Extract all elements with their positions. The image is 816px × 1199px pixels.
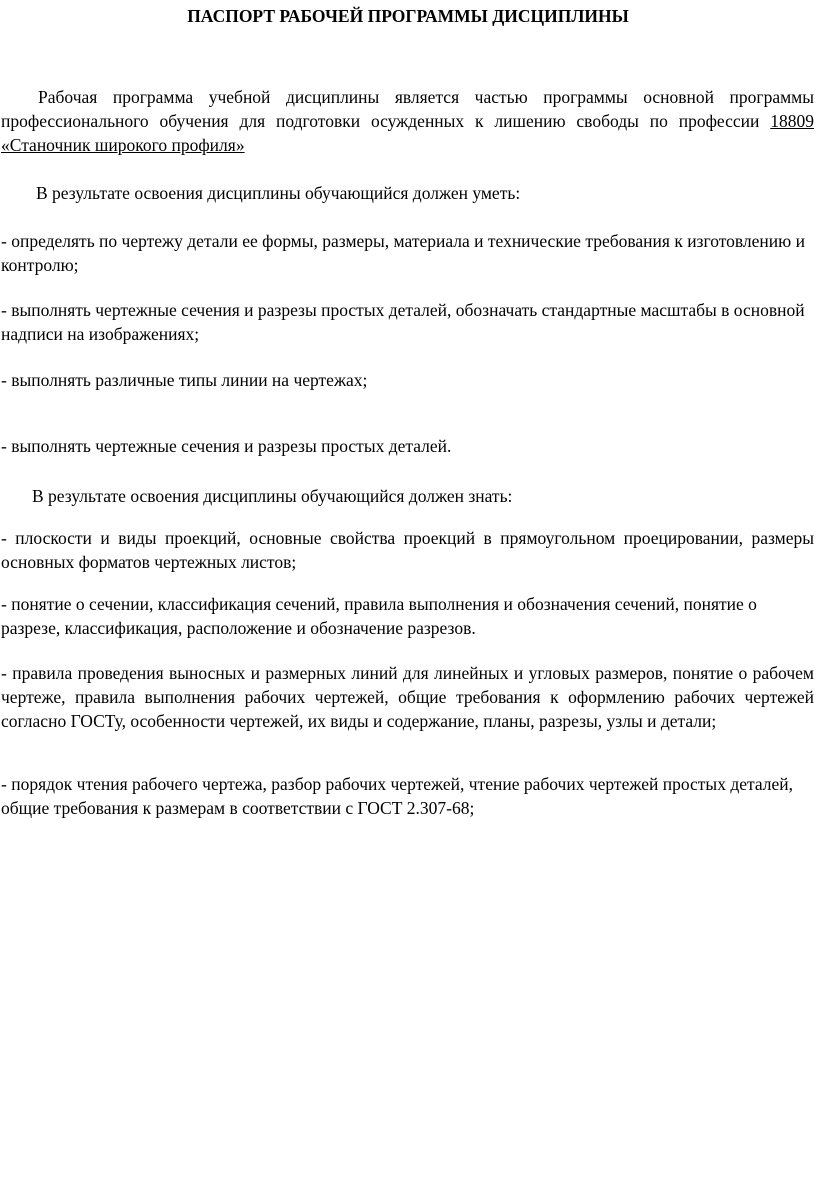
knowledge-item-1: - плоскости и виды проекций, основные свойства проекций в прямоугольном проецировании, размеры основных форматов чертежных листов;	[1, 528, 814, 572]
page-title: ПАСПОРТ РАБОЧЕЙ ПРОГРАММЫ ДИСЦИПЛИНЫ	[187, 6, 629, 26]
knowledge-heading: В результате освоения дисциплины обучающийся должен знать:	[32, 486, 513, 506]
skills-heading: В результате освоения дисциплины обучающийся должен уметь:	[36, 183, 521, 203]
knowledge-item-2: - понятие о сечении, классификация сечений, правила выполнения и обозначения сечений, понятие о разрезе, классификация, расположение и обозначение разрезов.	[1, 594, 757, 638]
profession-name: 18809 «Станочник широкого профиля»	[1, 111, 814, 155]
skills-item-3: - выполнять различные типы линии на чертежах;	[1, 370, 368, 390]
skills-item-4: - выполнять чертежные сечения и разрезы простых деталей.	[1, 436, 452, 456]
intro-text: Рабочая программа учебной дисциплины является частью программы основной программы профессионального обучения для подготовки осужденных к лишению свободы по профессии	[1, 87, 814, 131]
intro-paragraph	[1, 85, 814, 157]
knowledge-item-3: - правила проведения выносных и размерных линий для линейных и угловых размеров, понятие о рабочем чертеже, правила выполнения рабочих чертежей, общие требования к оформлению рабочих чертежей согласно ГОСТу, особенности чертежей, их виды и содержание, планы, разрезы, узлы и детали;	[1, 663, 814, 731]
skills-item-1: - определять по чертежу детали ее формы, размеры, материала и технические требования к изготовлению и контролю;	[1, 231, 805, 275]
knowledge-item-4: - порядок чтения рабочего чертежа, разбор рабочих чертежей, чтение рабочих чертежей простых деталей, общие требования к размерам в соответствии с ГОСТ 2.307-68;	[1, 774, 794, 818]
skills-item-2: - выполнять чертежные сечения и разрезы простых деталей, обозначать стандартные масштабы в основной надписи на изображениях;	[1, 300, 805, 344]
